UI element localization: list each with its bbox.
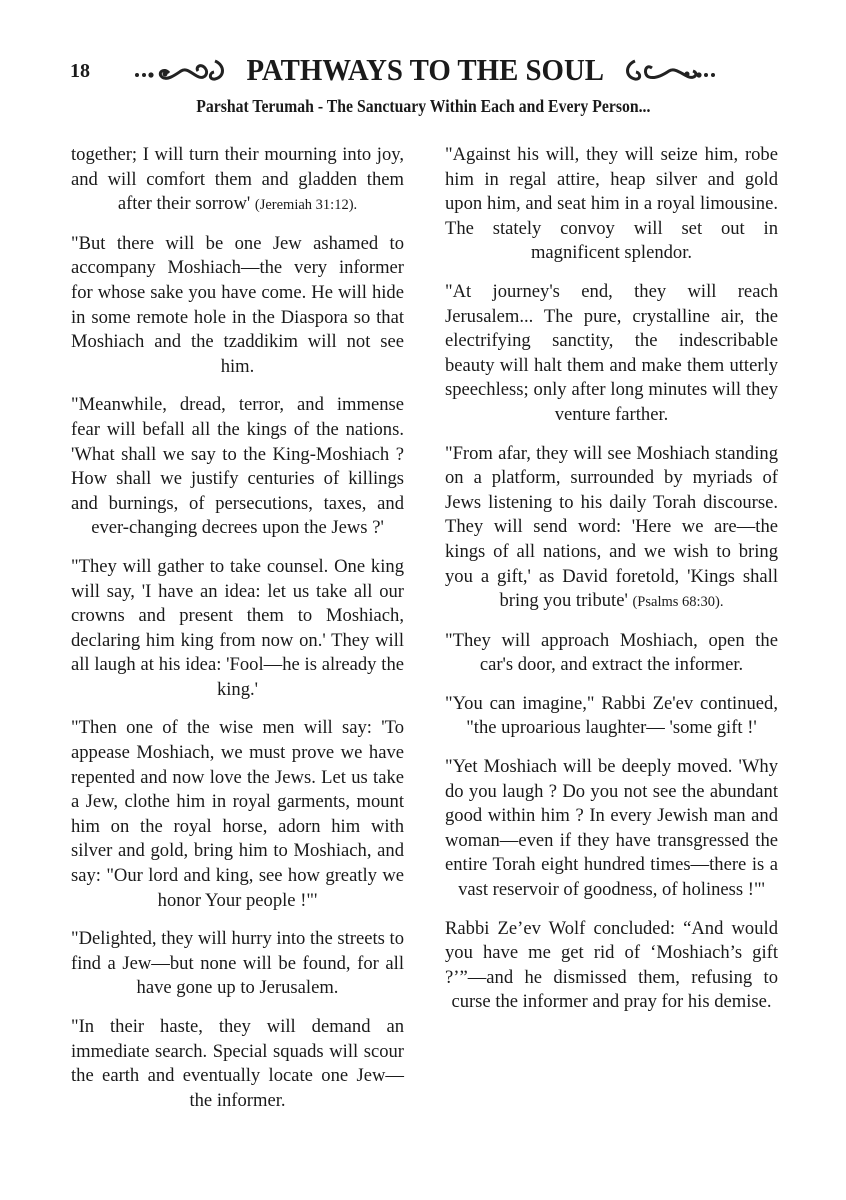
paragraph: "At journey's end, they will reach Jerusalem... The pure, crystalline air, the electrifying sanctity, the indescribable beauty will halt them and make them utterly speechless; only after long minutes will they venture farther. (445, 280, 778, 425)
paragraph: "Yet Moshiach will be deeply moved. 'Why do you laugh ? Do you not see the abundant good within him ? In every Jewish man and woman—even if they have transgressed the entire Torah eight hundred times—there is a vast reservoir of goodness, of holiness !"' (445, 756, 778, 901)
paragraph: "Meanwhile, dread, terror, and immense fear will befall all the kings of the nations. 'What shall we say to the King-Moshiach ? How shall we justify centuries of killings and burnings, of persecutions, taxes, and ever-changing decrees upon the Jews ?' (71, 394, 404, 539)
paragraph: "Delighted, they will hurry into the streets to find a Jew—but none will be found, for all have gone up to Jerusalem. (71, 928, 404, 999)
scripture-citation: (Psalms 68:30). (632, 594, 724, 611)
running-header (130, 52, 720, 88)
paragraph-text: together; I will turn their mourning into joy, and will comfort them and gladden them after their sorrow' (71, 144, 404, 215)
right-column (445, 143, 778, 1029)
paragraph (445, 442, 778, 615)
paragraph-text: "From afar, they will see Moshiach standing on a platform, surrounded by myriads of Jews listening to his daily Torah discourse. They will send word: 'Here we are—the kings of all nations, and we wish to bring you a gift,' as David foretold, 'Kings shall bring you tribute' (445, 442, 778, 612)
paragraph: "Then one of the wise men will say: 'To appease Moshiach, we must prove we have repented and now love the Jews. Let us take a Jew, clothe him in royal garments, mount him on the royal horse, adorn him with silver and gold, bring him to Moshiach, and say: "Our lord and king, see how greatly we honor Your people !"' (71, 717, 404, 911)
chapter-subtitle-text: Parshat Terumah - The Sanctuary Within Each and Every Person... (195, 96, 651, 116)
left-column (71, 143, 404, 1127)
flourish-right-ornament (619, 55, 719, 85)
paragraph: "You can imagine," Rabbi Ze'ev continued, "the uproarious laughter— 'some gift !' (445, 692, 778, 739)
paragraph: "But there will be one Jew ashamed to accompany Moshiach—the very informer for whose sake you have come. He will hide in some remote hole in the Diaspora so that Moshiach and the tzaddikim will not see him. (71, 232, 404, 377)
paragraph: "They will approach Moshiach, open the car's door, and extract the informer. (445, 629, 778, 676)
book-title: PATHWAYS TO THE SOUL (246, 52, 604, 87)
page-number: 18 (70, 60, 90, 82)
paragraph: "In their haste, they will demand an immediate search. Special squads will scour the earth and eventually locate one Jew—the informer. (71, 1016, 404, 1111)
paragraph (71, 143, 404, 218)
paragraph: Rabbi Ze’ev Wolf concluded: “And would you have me get rid of ‘Moshiach’s gift ?’”—and he dismissed them, refusing to curse the informer and pray for his demise. (445, 917, 778, 1013)
flourish-left-ornament (131, 55, 231, 85)
paragraph: "Against his will, they will seize him, robe him in regal attire, heap silver and gold upon him, and seat him in a royal limousine. The stately convoy will set out in magnificent splendor. (445, 144, 778, 264)
paragraph: "They will gather to take counsel. One king will say, 'I have an idea: let us take all our crowns and present them to Moshiach, declaring him king from now on.' They will all laugh at his idea: 'Fool—he is already the king.' (71, 555, 404, 700)
scripture-citation: (Jeremiah 31:12). (254, 197, 358, 214)
chapter-subtitle (0, 96, 846, 117)
